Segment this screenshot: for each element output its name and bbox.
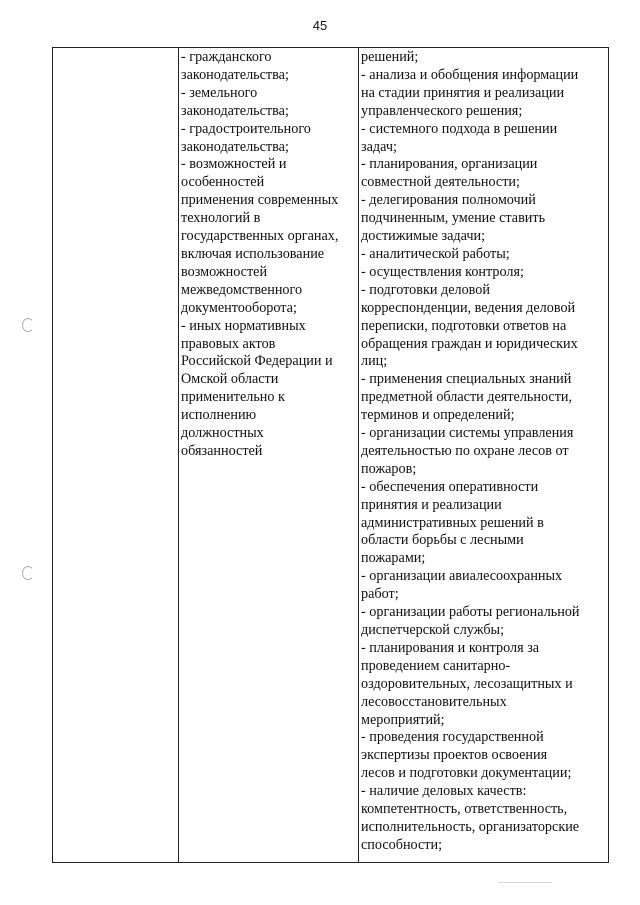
- text-line: достижимые задачи;: [361, 228, 486, 245]
- text-line: - системного подхода в решении: [361, 120, 558, 137]
- text-line: - проведения государственной: [361, 729, 544, 746]
- text-line: - анализа и обобщения информации: [361, 66, 579, 83]
- text-line: законодательства;: [181, 138, 289, 155]
- text-line: - организации системы управления: [361, 425, 574, 442]
- text-line: применительно к: [181, 389, 285, 406]
- punch-hole-bottom: [22, 566, 34, 580]
- text-line: - иных нормативных: [181, 317, 306, 334]
- page-number: 45: [312, 18, 328, 33]
- text-line: деятельностью по охране лесов от: [361, 442, 569, 459]
- text-line: предметной области деятельности,: [361, 389, 573, 406]
- text-line: лесов и подготовки документации;: [361, 765, 572, 782]
- text-line: документооборота;: [181, 299, 297, 316]
- text-line: способности;: [361, 836, 443, 853]
- text-line: - подготовки деловой: [361, 281, 490, 298]
- text-line: технологий в: [181, 210, 261, 227]
- text-line: - делегирования полномочий: [361, 192, 536, 209]
- table-cell-position: [53, 48, 179, 863]
- text-line: терминов и определений;: [361, 407, 515, 424]
- text-line: - применения специальных знаний: [361, 371, 572, 388]
- text-line: пожарами;: [361, 550, 426, 567]
- text-line: законодательства;: [181, 102, 289, 119]
- text-line: - осуществления контроля;: [361, 263, 524, 280]
- text-line: исполнительность, организаторские: [361, 818, 580, 835]
- text-line: государственных органах,: [181, 228, 339, 245]
- text-line: Российской Федерации и: [181, 353, 333, 370]
- text-line: переписки, подготовки ответов на: [361, 317, 567, 334]
- qualification-table: [52, 47, 609, 863]
- text-line: - земельного: [181, 84, 258, 101]
- text-line: мероприятий;: [361, 711, 445, 728]
- text-line: - аналитической работы;: [361, 245, 510, 262]
- text-line: на стадии принятия и реализации: [361, 84, 565, 101]
- text-line: оздоровительных, лесозащитных и: [361, 675, 573, 692]
- text-line: подчиненным, умение ставить: [361, 210, 546, 227]
- text-line: обращения граждан и юридических: [361, 335, 578, 352]
- text-line: корреспонденции, ведения деловой: [361, 299, 576, 316]
- text-line: проведением санитарно-: [361, 657, 511, 674]
- text-line: компетентность, ответственность,: [361, 801, 568, 818]
- text-line: лесовосстановительных: [361, 693, 507, 710]
- text-line: - обеспечения оперативности: [361, 478, 539, 495]
- text-line: лиц;: [361, 353, 388, 370]
- text-line: правовых актов: [181, 335, 276, 352]
- punch-hole-top: [22, 318, 34, 332]
- text-line: - планирования, организации: [361, 156, 538, 173]
- text-line: работ;: [361, 586, 399, 603]
- text-line: Омской области: [181, 371, 279, 388]
- text-line: пожаров;: [361, 460, 417, 477]
- text-line: задач;: [361, 138, 397, 155]
- text-line: - наличие деловых качеств:: [361, 783, 527, 800]
- text-line: - гражданского: [181, 49, 272, 65]
- text-line: - планирования и контроля за: [361, 639, 540, 656]
- text-line: возможностей: [181, 263, 268, 280]
- text-line: управленческого решения;: [361, 102, 523, 119]
- text-line: - организации работы региональной: [361, 604, 580, 621]
- text-line: экспертизы проектов освоения: [361, 747, 548, 764]
- scan-mark: [498, 882, 552, 883]
- text-line: - возможностей и: [181, 156, 287, 173]
- text-line: законодательства;: [181, 66, 289, 83]
- table-cell-knowledge: [179, 48, 359, 863]
- text-line: области борьбы с лесными: [361, 532, 524, 549]
- text-line: диспетчерской службы;: [361, 622, 505, 638]
- text-line: принятия и реализации: [361, 496, 502, 513]
- text-line: обязанностей: [181, 442, 263, 459]
- table-cell-skills: [359, 48, 609, 863]
- text-line: совместной деятельности;: [361, 174, 520, 191]
- text-line: административных решений в: [361, 514, 544, 531]
- text-line: применения современных: [181, 192, 339, 209]
- text-line: решений;: [361, 49, 419, 65]
- table-row: [53, 48, 609, 863]
- text-line: межведомственного: [181, 281, 303, 298]
- text-line: особенностей: [181, 174, 265, 191]
- text-line: - организации авиалесоохранных: [361, 568, 563, 585]
- text-line: должностных: [181, 425, 264, 442]
- text-line: - градостроительного: [181, 120, 311, 137]
- text-line: включая использование: [181, 245, 325, 262]
- text-line: исполнению: [181, 407, 257, 424]
